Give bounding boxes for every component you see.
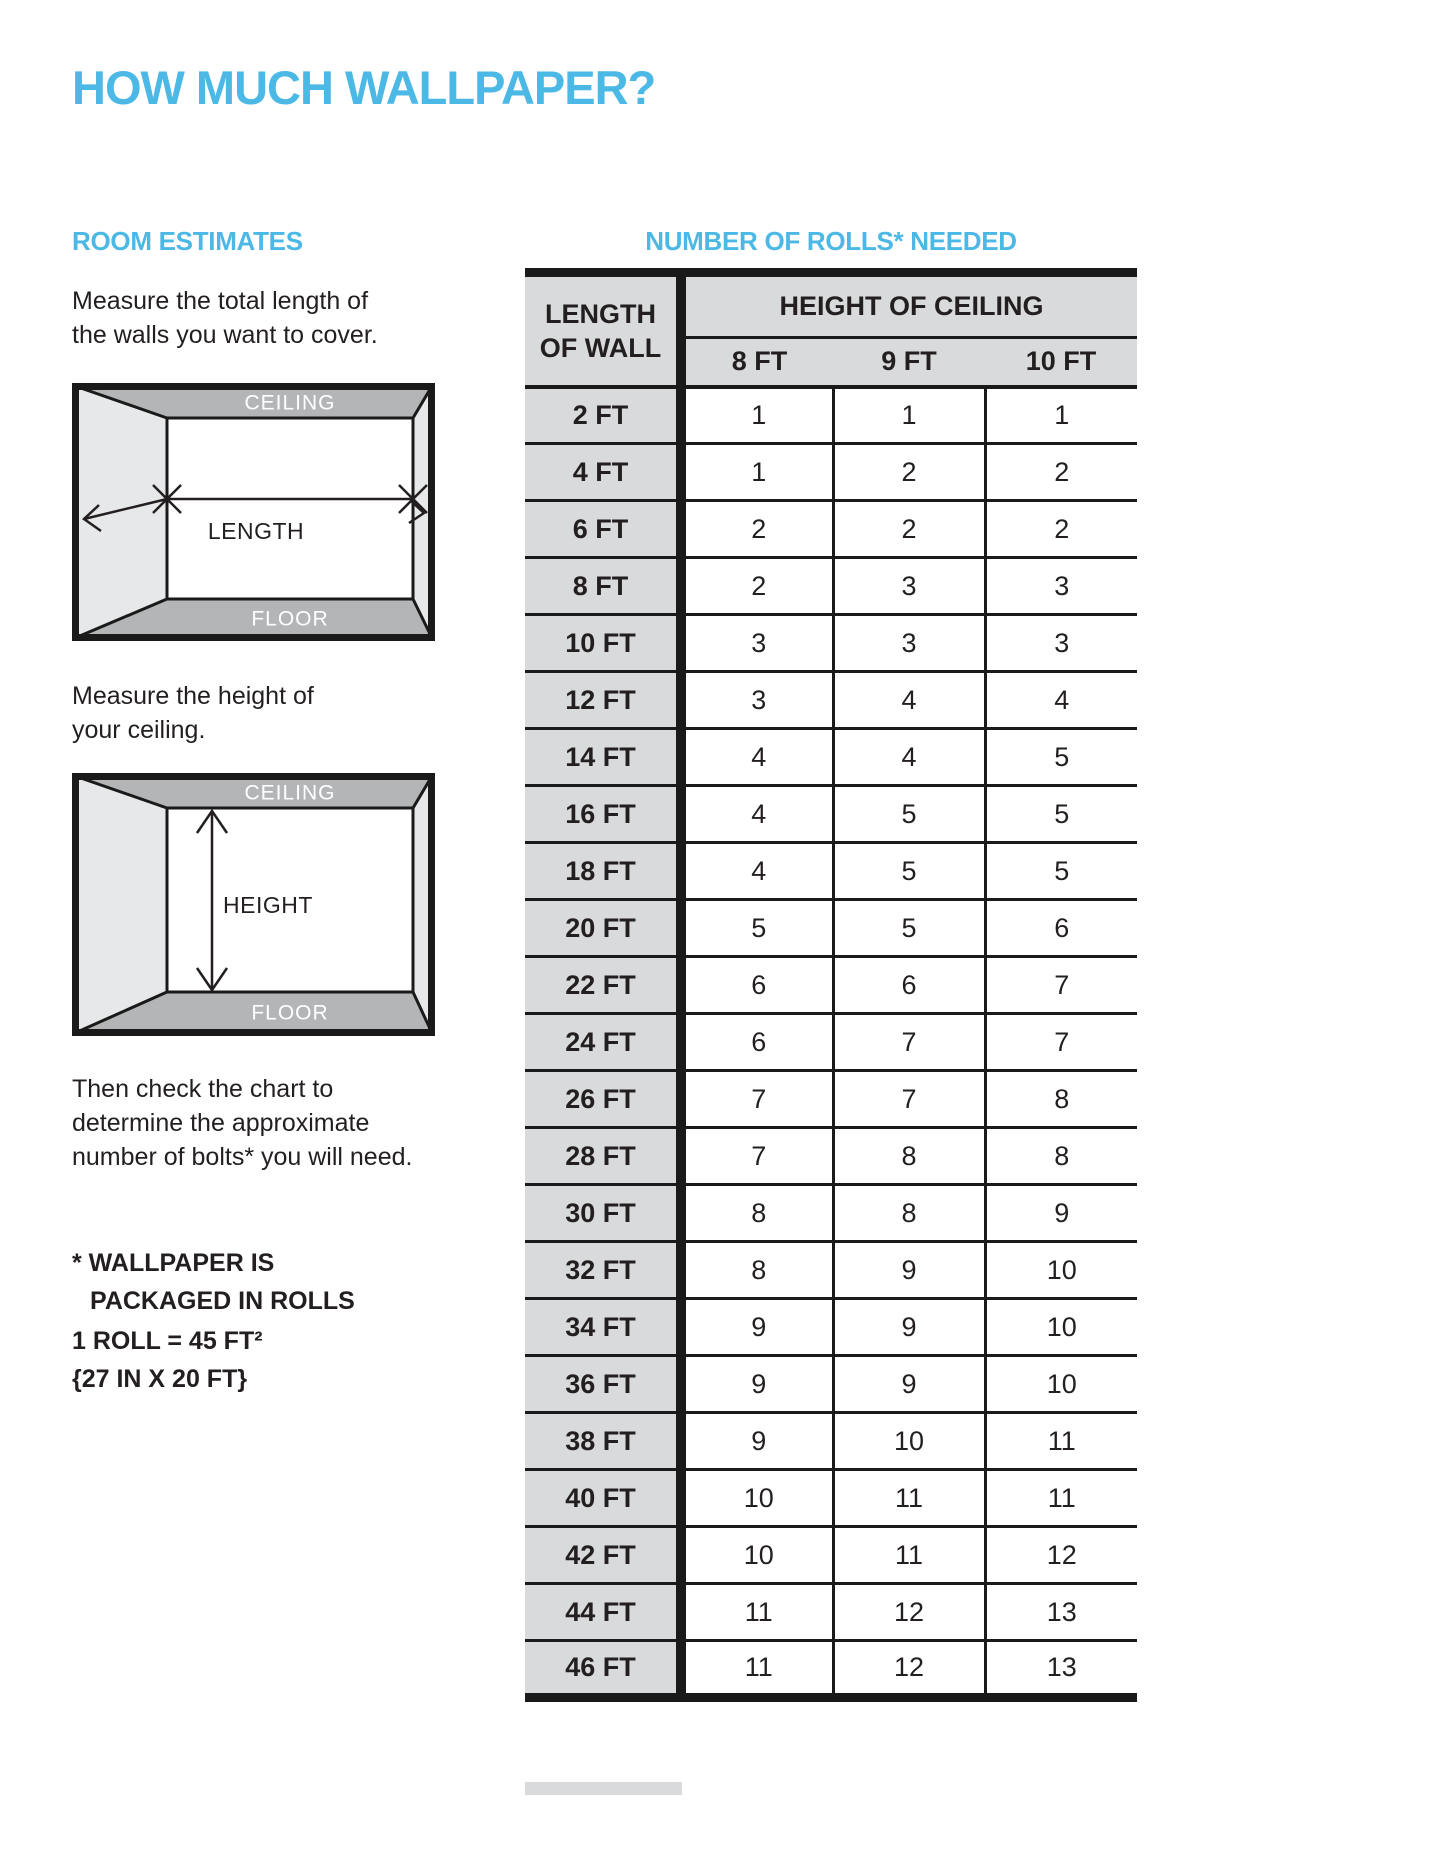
height-measure-label: HEIGHT [223, 892, 313, 918]
rolls-cell-9ft: 10 [833, 1413, 985, 1470]
floor-label: FLOOR [251, 1001, 329, 1025]
rolls-cell-9ft: 11 [833, 1527, 985, 1584]
wall-length-cell: 20 FT [525, 900, 681, 957]
room-length-diagram [72, 383, 435, 641]
instruction-step-height [72, 679, 314, 747]
section-heading-room-estimates: ROOM ESTIMATES [72, 226, 303, 256]
footnote-line: * WALLPAPER IS [72, 1249, 275, 1277]
instruction-line: Measure the height of [72, 682, 314, 710]
table-row [525, 672, 1137, 729]
wall-length-header [525, 273, 681, 387]
table-row [525, 1242, 1137, 1299]
section-heading-rolls-needed: NUMBER OF ROLLS* NEEDED [645, 226, 1017, 256]
rolls-cell-8ft: 9 [681, 1356, 833, 1413]
rolls-cell-8ft: 6 [681, 957, 833, 1014]
rolls-cell-9ft: 3 [833, 615, 985, 672]
rolls-cell-10ft: 13 [985, 1641, 1137, 1698]
rolls-cell-8ft: 1 [681, 444, 833, 501]
rolls-cell-10ft: 10 [985, 1242, 1137, 1299]
wall-length-cell: 28 FT [525, 1128, 681, 1185]
rolls-cell-8ft: 9 [681, 1299, 833, 1356]
rolls-cell-9ft: 3 [833, 558, 985, 615]
instruction-line: your ceiling. [72, 716, 206, 744]
wall-length-cell: 14 FT [525, 729, 681, 786]
wall-length-cell: 6 FT [525, 501, 681, 558]
table-row [525, 1128, 1137, 1185]
rolls-cell-8ft: 5 [681, 900, 833, 957]
table-row [525, 1356, 1137, 1413]
rolls-cell-10ft: 11 [985, 1413, 1137, 1470]
instruction-line: determine the approximate [72, 1109, 370, 1137]
rolls-cell-10ft: 11 [985, 1470, 1137, 1527]
wall-length-cell: 12 FT [525, 672, 681, 729]
rolls-cell-8ft: 3 [681, 615, 833, 672]
instruction-step-length [72, 284, 378, 352]
rolls-cell-8ft: 7 [681, 1071, 833, 1128]
table-row [525, 843, 1137, 900]
wall-length-cell: 18 FT [525, 843, 681, 900]
rolls-cell-10ft: 10 [985, 1299, 1137, 1356]
table-row [525, 1071, 1137, 1128]
rolls-cell-9ft: 4 [833, 729, 985, 786]
rolls-cell-8ft: 6 [681, 1014, 833, 1071]
wall-length-cell: 2 FT [525, 387, 681, 444]
rolls-cell-8ft: 7 [681, 1128, 833, 1185]
table-row [525, 1470, 1137, 1527]
rolls-cell-8ft: 11 [681, 1641, 833, 1698]
instruction-line: Measure the total length of [72, 287, 369, 315]
table-row [525, 1527, 1137, 1584]
table-row [525, 900, 1137, 957]
table-row [525, 501, 1137, 558]
rolls-cell-8ft: 9 [681, 1413, 833, 1470]
rolls-cell-8ft: 4 [681, 843, 833, 900]
column-header-10ft: 10 FT [985, 338, 1137, 387]
wall-length-cell: 24 FT [525, 1014, 681, 1071]
rolls-table-body [525, 387, 1137, 1698]
rolls-cell-10ft: 13 [985, 1584, 1137, 1641]
rolls-cell-9ft: 2 [833, 444, 985, 501]
rolls-cell-10ft: 8 [985, 1128, 1137, 1185]
table-row [525, 729, 1137, 786]
wall-length-cell: 4 FT [525, 444, 681, 501]
rolls-cell-9ft: 12 [833, 1641, 985, 1698]
rolls-cell-9ft: 9 [833, 1299, 985, 1356]
rolls-table-header [525, 273, 1137, 387]
rolls-cell-10ft: 7 [985, 957, 1137, 1014]
table-row [525, 1299, 1137, 1356]
rolls-cell-8ft: 2 [681, 558, 833, 615]
rolls-cell-9ft: 5 [833, 900, 985, 957]
rolls-cell-9ft: 8 [833, 1185, 985, 1242]
table-row [525, 558, 1137, 615]
table-row [525, 786, 1137, 843]
table-row [525, 444, 1137, 501]
wall-length-cell: 40 FT [525, 1470, 681, 1527]
table-row [525, 957, 1137, 1014]
rolls-cell-10ft: 5 [985, 786, 1137, 843]
rolls-cell-10ft: 3 [985, 615, 1137, 672]
instruction-line: the walls you want to cover. [72, 321, 378, 349]
footnote-wallpaper-rolls [72, 1244, 355, 1320]
rolls-cell-9ft: 9 [833, 1356, 985, 1413]
rolls-table [525, 268, 1137, 1702]
rolls-table-wrap [525, 268, 1137, 1702]
rolls-cell-8ft: 4 [681, 786, 833, 843]
rolls-cell-10ft: 2 [985, 501, 1137, 558]
wall-length-cell: 46 FT [525, 1641, 681, 1698]
rolls-cell-9ft: 1 [833, 387, 985, 444]
rolls-cell-10ft: 5 [985, 729, 1137, 786]
rolls-cell-9ft: 2 [833, 501, 985, 558]
floor-label: FLOOR [251, 607, 329, 631]
rolls-cell-10ft: 5 [985, 843, 1137, 900]
roll-spec-line: {27 IN X 20 FT} [72, 1365, 248, 1393]
back-wall-surface [167, 418, 413, 599]
table-row [525, 1185, 1137, 1242]
column-header-8ft: 8 FT [681, 338, 833, 387]
instruction-line: number of bolts* you will need. [72, 1143, 413, 1171]
rolls-cell-10ft: 6 [985, 900, 1137, 957]
column-header-9ft: 9 FT [833, 338, 985, 387]
rolls-cell-9ft: 4 [833, 672, 985, 729]
wall-length-cell: 34 FT [525, 1299, 681, 1356]
ceiling-height-group-header: HEIGHT OF CEILING [681, 273, 1137, 338]
footnote-line: PACKAGED IN ROLLS [90, 1287, 355, 1315]
instruction-step-chart [72, 1072, 412, 1174]
rolls-cell-8ft: 10 [681, 1527, 833, 1584]
rolls-cell-8ft: 3 [681, 672, 833, 729]
table-row [525, 615, 1137, 672]
left-wall-surface [75, 776, 167, 1033]
length-measure-label: LENGTH [207, 518, 305, 544]
rolls-cell-10ft: 7 [985, 1014, 1137, 1071]
wall-length-cell: 22 FT [525, 957, 681, 1014]
table-row [525, 1584, 1137, 1641]
wall-length-header-line: OF WALL [539, 332, 662, 363]
wall-length-cell: 36 FT [525, 1356, 681, 1413]
rolls-cell-10ft: 3 [985, 558, 1137, 615]
rolls-cell-10ft: 4 [985, 672, 1137, 729]
instruction-line: Then check the chart to [72, 1075, 334, 1103]
wall-length-cell: 42 FT [525, 1527, 681, 1584]
rolls-cell-8ft: 11 [681, 1584, 833, 1641]
wall-length-cell: 44 FT [525, 1584, 681, 1641]
wall-length-cell: 26 FT [525, 1071, 681, 1128]
rolls-cell-10ft: 10 [985, 1356, 1137, 1413]
rolls-cell-9ft: 9 [833, 1242, 985, 1299]
rolls-cell-10ft: 2 [985, 444, 1137, 501]
ceiling-label: CEILING [244, 781, 336, 805]
wall-length-cell: 8 FT [525, 558, 681, 615]
room-length-diagram-svg [72, 383, 435, 641]
rolls-cell-9ft: 8 [833, 1128, 985, 1185]
rolls-cell-10ft: 9 [985, 1185, 1137, 1242]
ceiling-label: CEILING [244, 391, 336, 415]
room-height-diagram [72, 773, 435, 1036]
rolls-cell-9ft: 6 [833, 957, 985, 1014]
room-height-diagram-svg [72, 773, 435, 1036]
rolls-cell-9ft: 12 [833, 1584, 985, 1641]
table-row [525, 387, 1137, 444]
wall-length-header-line: LENGTH [545, 298, 656, 329]
table-row [525, 1641, 1137, 1698]
table-row [525, 1014, 1137, 1071]
table-row [525, 1413, 1137, 1470]
rolls-cell-9ft: 7 [833, 1071, 985, 1128]
rolls-cell-10ft: 8 [985, 1071, 1137, 1128]
rolls-cell-8ft: 1 [681, 387, 833, 444]
rolls-cell-8ft: 8 [681, 1185, 833, 1242]
page-title: HOW MUCH WALLPAPER? [72, 61, 656, 114]
rolls-cell-10ft: 12 [985, 1527, 1137, 1584]
rolls-cell-9ft: 7 [833, 1014, 985, 1071]
roll-spec-line: 1 ROLL = 45 FT² [72, 1327, 263, 1355]
roll-size-spec [72, 1322, 263, 1398]
rolls-cell-8ft: 4 [681, 729, 833, 786]
wall-length-cell: 32 FT [525, 1242, 681, 1299]
rolls-cell-8ft: 8 [681, 1242, 833, 1299]
wall-length-cell: 30 FT [525, 1185, 681, 1242]
rolls-cell-9ft: 5 [833, 843, 985, 900]
rolls-cell-8ft: 2 [681, 501, 833, 558]
rolls-cell-10ft: 1 [985, 387, 1137, 444]
wall-length-cell: 38 FT [525, 1413, 681, 1470]
wall-length-cell: 16 FT [525, 786, 681, 843]
rolls-cell-9ft: 11 [833, 1470, 985, 1527]
rolls-cell-8ft: 10 [681, 1470, 833, 1527]
wall-length-cell: 10 FT [525, 615, 681, 672]
rolls-cell-9ft: 5 [833, 786, 985, 843]
table-footer-strip [525, 1782, 682, 1795]
